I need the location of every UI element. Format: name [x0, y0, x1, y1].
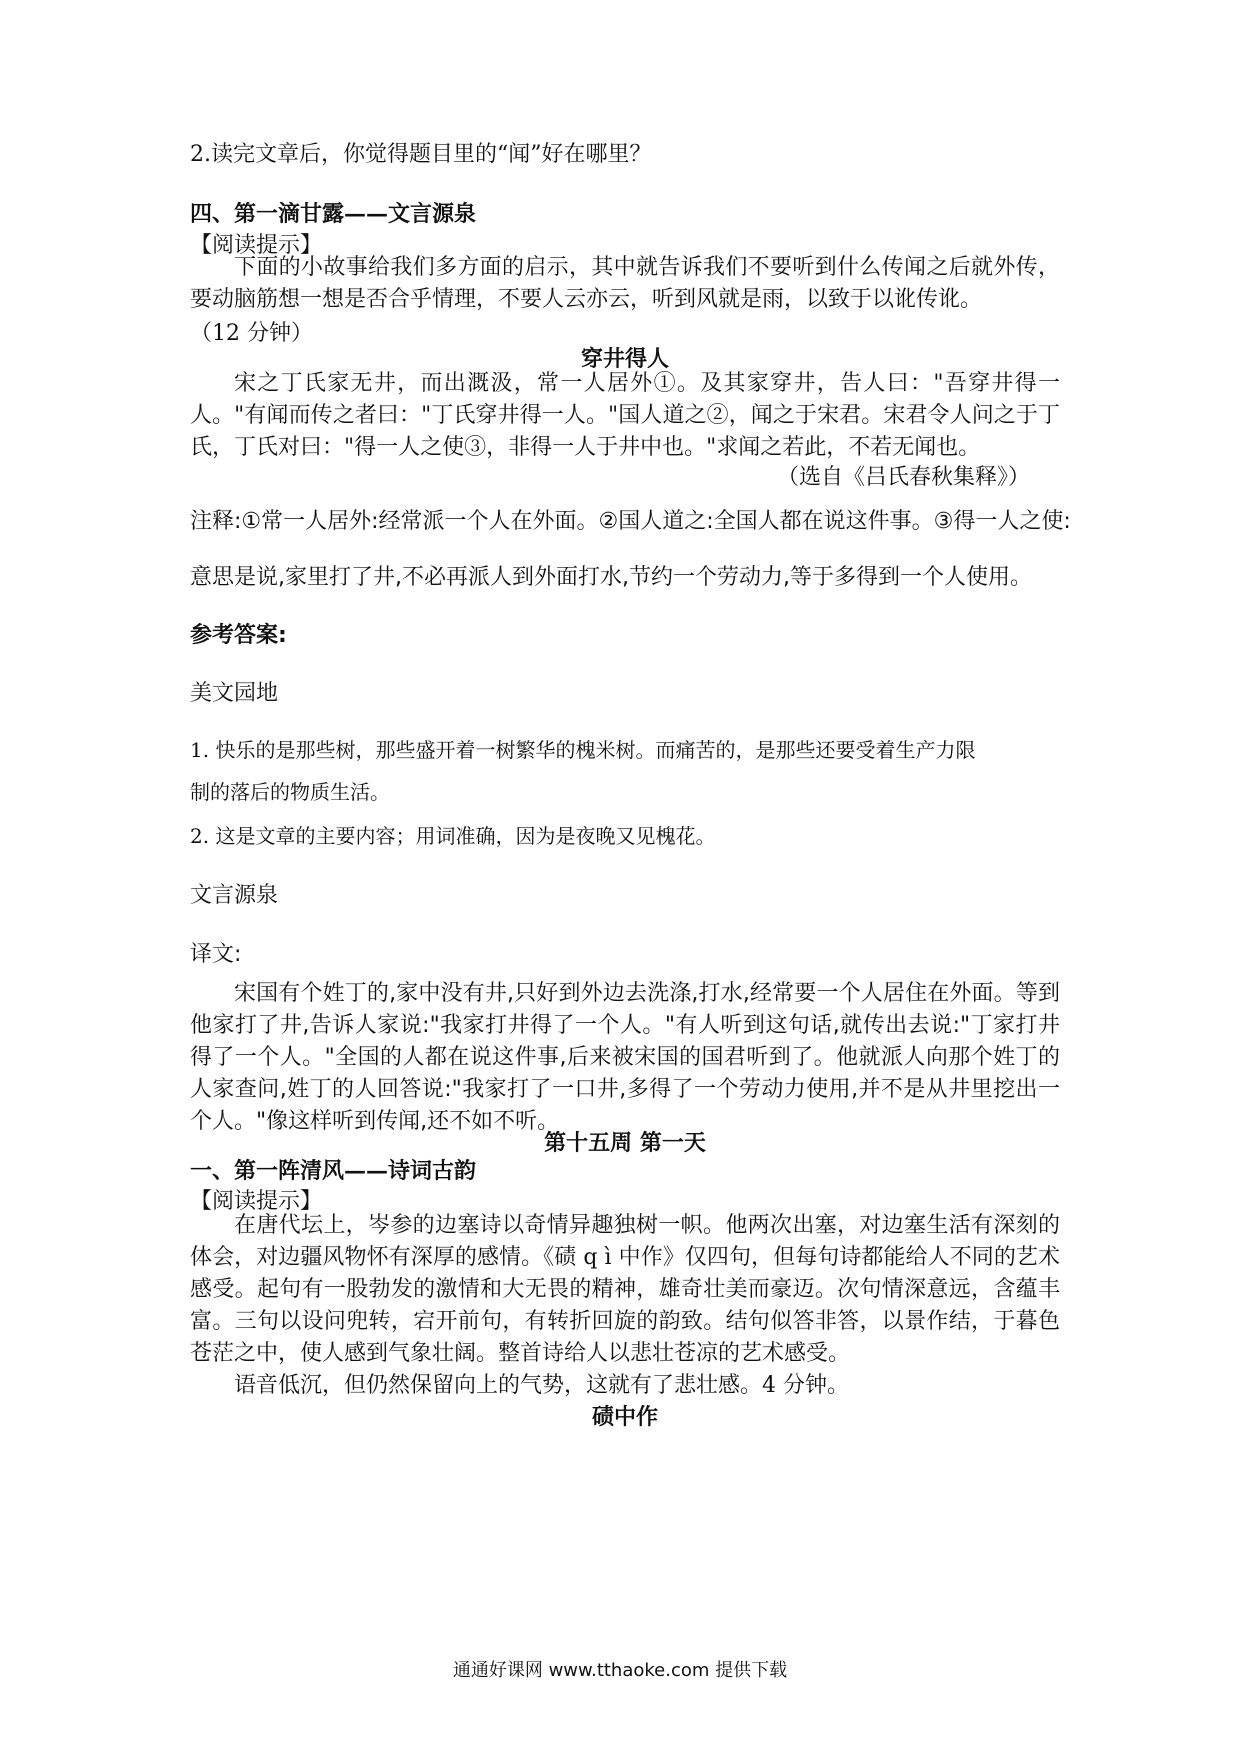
answers-meiwen-label: 美文园地 [190, 681, 279, 706]
annotation-line-1: 注释:①常一人居外:经常派一个人在外面。②国人道之:全国人都在说这件事。③得一人之使: [190, 509, 1071, 534]
story-source: （选自《吕氏春秋集释》） [776, 465, 1030, 490]
story-title: 穿井得人 [580, 346, 669, 372]
week-title: 第十五周 第一天 [544, 1131, 706, 1156]
answer-1-line-2: 制的落后的物质生活。 [190, 780, 390, 804]
week-reading-tip-text-2: 语音低沉，但仍然保留向上的气势，这就有了悲壮感。4 分钟。 [234, 1373, 849, 1398]
page-footer: 通通好课网 www.tthaoke.com 提供下载 [452, 1660, 788, 1681]
poem-title: 碛中作 [591, 1404, 658, 1430]
answer-1-line-1: 1. 快乐的是那些树，那些盛开着一树繁华的槐米树。而痛苦的，是那些还要受着生产力限 [190, 738, 976, 762]
week-section-heading: 一、第一阵清风——诗词古韵 [190, 1158, 477, 1184]
section-4-heading: 四、第一滴甘露——文言源泉 [190, 201, 477, 227]
reading-tip-label: 【阅读提示】 [190, 233, 323, 258]
reading-tip-time: （12 分钟） [190, 321, 313, 346]
annotation-line-2: 意思是说,家里打了井,不必再派人到外面打水,节约一个劳动力,等于多得到一个人使用。 [190, 565, 1032, 590]
week-reading-tip-label: 【阅读提示】 [190, 1189, 323, 1214]
translation-label: 译文: [190, 942, 242, 967]
translation-text: 宋国有个姓丁的,家中没有井,只好到外边去洗涤,打水,经常要一个人居住在外面。等到他家打了井,告诉人家说:"我家打井得了一个人。"有人听到这句话,就传出去说:"丁家打井得了一个人。"全国的人都在说这件事,后来被宋国的国君听到了。他就派人向那个姓丁的人家查问,姓丁的人回答说:"我家打了一口井,多得了一个劳动力使用,并不是从井里挖出一个人。"像这样听到传闻,还不如不听。 [190, 981, 1060, 1134]
answers-wenyan-label: 文言源泉 [190, 883, 279, 908]
week-reading-tip-text: 在唐代坛上，岑参的边塞诗以奇情异趣独树一帜。他两次出塞，对边塞生活有深刻的体会，对边疆风物怀有深厚的感情。《碛 q ì 中作》仅四句，但每句诗都能给人不同的艺术感受。起句有一股勃发的激情和大无畏的精神，雄奇壮美而豪迈。次句情深意远，含蕴丰富。三句以设问兜转，宕开前句，有转折回旋的韵致。结句似答非答，以景作结，于暮色苍茫之中，使人感到气象壮阔。整首诗给人以悲壮苍凉的艺术感受。 [190, 1213, 1060, 1366]
reading-tip-text: 下面的小故事给我们多方面的启示，其中就告诉我们不要听到什么传闻之后就外传，要动脑筋想一想是否合乎情理，不要人云亦云，听到风就是雨，以致于以讹传讹。 [190, 255, 1060, 312]
answer-2: 2. 这是文章的主要内容；用词准确，因为是夜晚又见槐花。 [190, 824, 716, 848]
question-2: 2.读完文章后，你觉得题目里的“闻”好在哪里？ [190, 142, 652, 167]
answers-heading: 参考答案: [190, 623, 287, 648]
story-text: 宋之丁氏家无井，而出溉汲，常一人居外①。及其家穿井，告人曰："吾穿井得一人。"有闻而传之者曰："丁氏穿井得一人。"国人道之②，闻之于宋君。宋君令人问之于丁氏，丁氏对曰："得一人之使③，非得一人于井中也。"求闻之若此，不若无闻也。 [190, 371, 1060, 460]
